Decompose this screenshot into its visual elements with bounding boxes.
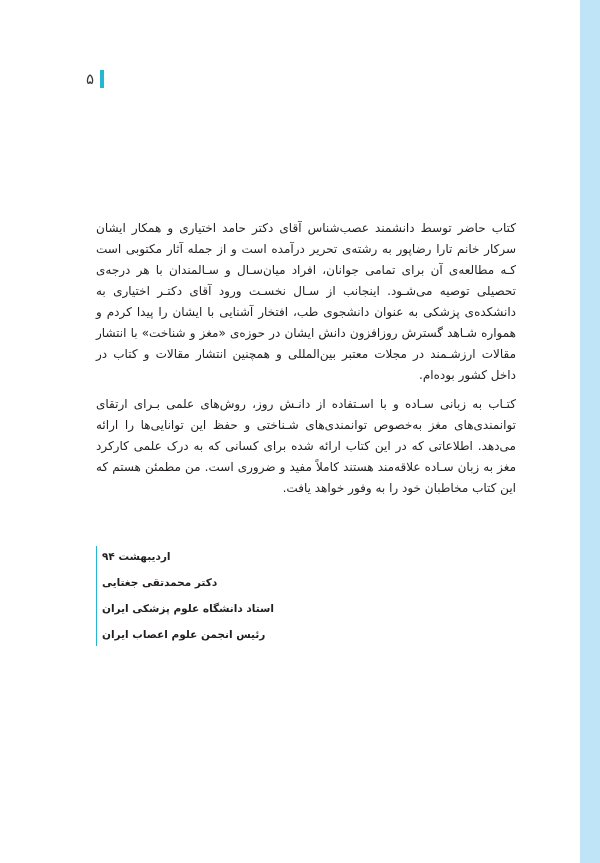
signature-accent-bar: [96, 546, 97, 646]
signature-name: دکتر محمدتقی جغتایی: [102, 577, 218, 589]
page-number: ۵: [86, 70, 95, 88]
side-color-band: [580, 0, 600, 863]
signature-title-1: استاد دانشگاه علوم پزشکی ایران: [102, 603, 274, 615]
signature-date: اردیبهشت ۹۴: [102, 551, 171, 563]
page-number-accent-bar: [100, 70, 104, 88]
signature-title-2: رئیس انجمن علوم اعصاب ایران: [102, 629, 266, 641]
foreword-body: [96, 218, 516, 507]
paragraph-2: کتـاب به زبانی سـاده و با اسـتفاده از دانـش روز، روش‌های علمی بـرای ارتقای توانمندی‌های مغز به‌خصوص توانمندی‌های شـناختی و حفظ این توانایی‌ها را ارائه می‌دهد. اطلاعاتی که در این کتاب ارائه شده برای کسانی که به درک علمی کارکرد مغز به زبان سـاده علاقه‌مند هستند کاملاً مفید و ضروری است. من مطمئن هستم که این کتاب مخاطبان خود را به وفور خواهد یافت.: [96, 397, 516, 495]
signature-block: [96, 544, 516, 648]
page-number-block: [86, 68, 104, 90]
paragraph-1: کتاب حاضر توسط دانشمند عصب‌شناس آقای دکتر حامد اختیاری و همکار ایشان سرکار خانم تارا رضاپور به رشته‌ی تحریر درآمده است و از جمله آثار مکتوبی است کـه مطالعه‌ی آن برای تمامی جوانان، افراد میان‌سـال و سـالمندان با هر درجه‌ی تحصیلی توصیه می‌شـود. اینجانب از سـال نخسـت ورود آقای دکتـر اختیاری به دانشکده‌ی پزشکی به عنوان دانشجوی طب، افتخار آشنایی با ایشان را پیدا کردم و همواره شـاهد گسترش روزافزون دانش ایشان در حوزه‌ی «مغز و شناخت» با انتشار مقالات ارزشـمند در مجلات معتبر بین‌المللی و همچنین انتشار مقالات و کتاب در داخل کشور بوده‌ام.: [96, 221, 516, 382]
